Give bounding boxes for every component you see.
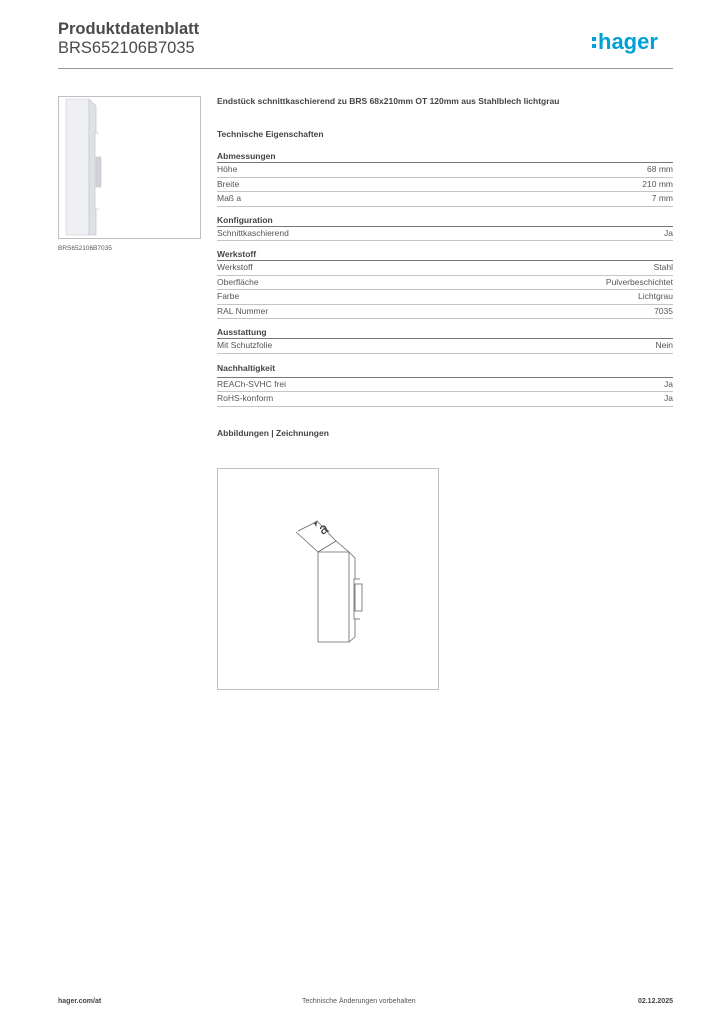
- spec-value: Ja: [664, 227, 673, 238]
- technical-drawing: [217, 468, 439, 690]
- group-title: Ausstattung: [217, 326, 673, 339]
- spec-label: Maß a: [217, 193, 242, 203]
- spec-row: [217, 290, 673, 305]
- product-thumbnail: [58, 96, 201, 239]
- group-abmessungen: [217, 150, 673, 207]
- spec-row: [217, 392, 673, 407]
- spec-label: REACh-SVHC frei: [217, 378, 286, 389]
- spec-value: Stahl: [653, 262, 673, 272]
- dimension-a-label: a: [315, 519, 332, 539]
- spec-value: 7035: [654, 305, 673, 316]
- spec-row: [217, 178, 673, 193]
- group-title: Konfiguration: [217, 214, 673, 227]
- spec-value: Ja: [664, 393, 673, 403]
- spec-row: [217, 192, 673, 207]
- product-code: BRS652106B7035: [58, 39, 195, 57]
- spec-label: Höhe: [217, 164, 238, 174]
- spec-row: [217, 227, 673, 242]
- product-details: [217, 96, 673, 439]
- group-nachhaltigkeit: [217, 361, 673, 407]
- group-konfiguration: [217, 214, 673, 242]
- spec-label: Mit Schutzfolie: [217, 340, 273, 350]
- spec-row: [217, 378, 673, 393]
- group-title: Nachhaltigkeit: [217, 361, 673, 378]
- group-title: Werkstoff: [217, 248, 673, 261]
- technical-properties-heading: Technische Eigenschaften: [217, 129, 324, 139]
- group-werkstoff: [217, 248, 673, 319]
- footer-note: Technische Änderungen vorbehalten: [302, 998, 416, 1005]
- spec-label: RAL Nummer: [217, 305, 269, 316]
- spec-value: 68 mm: [647, 164, 673, 174]
- spec-value: Lichtgrau: [638, 291, 673, 301]
- spec-row: [217, 276, 673, 291]
- footer-website[interactable]: hager.com/at: [58, 998, 102, 1005]
- figures-heading: Abbildungen | Zeichnungen: [217, 427, 329, 438]
- group-ausstattung: [217, 326, 673, 354]
- spec-value: 7 mm: [651, 193, 673, 203]
- group-title: Abmessungen: [217, 150, 673, 163]
- spec-label: Werkstoff: [217, 262, 253, 272]
- spec-label: RoHS-konform: [217, 393, 274, 403]
- spec-label: Farbe: [217, 291, 240, 301]
- spec-row: [217, 305, 673, 320]
- spec-row: [217, 261, 673, 276]
- thumbnail-caption: BRS652106B7035: [58, 245, 112, 252]
- spec-row: [217, 163, 673, 178]
- spec-row: [217, 339, 673, 354]
- spec-value: Nein: [655, 340, 673, 350]
- header-divider: [58, 68, 673, 69]
- spec-value: Pulverbeschichtet: [605, 276, 673, 287]
- spec-value: 210 mm: [642, 178, 673, 189]
- spec-label: Oberfläche: [217, 276, 259, 287]
- hager-logo: [592, 28, 674, 56]
- spec-value: Ja: [664, 378, 673, 389]
- spec-label: Schnittkaschierend: [217, 227, 289, 238]
- product-description: Endstück schnittkaschierend zu BRS 68x210mm OT 120mm aus Stahlblech lichtgrau: [217, 96, 560, 106]
- svg-text:hager: hager: [598, 29, 658, 54]
- footer-date: 02.12.2025: [637, 998, 673, 1005]
- spec-label: Breite: [217, 178, 240, 189]
- page-title: Produktdatenblatt: [58, 20, 200, 38]
